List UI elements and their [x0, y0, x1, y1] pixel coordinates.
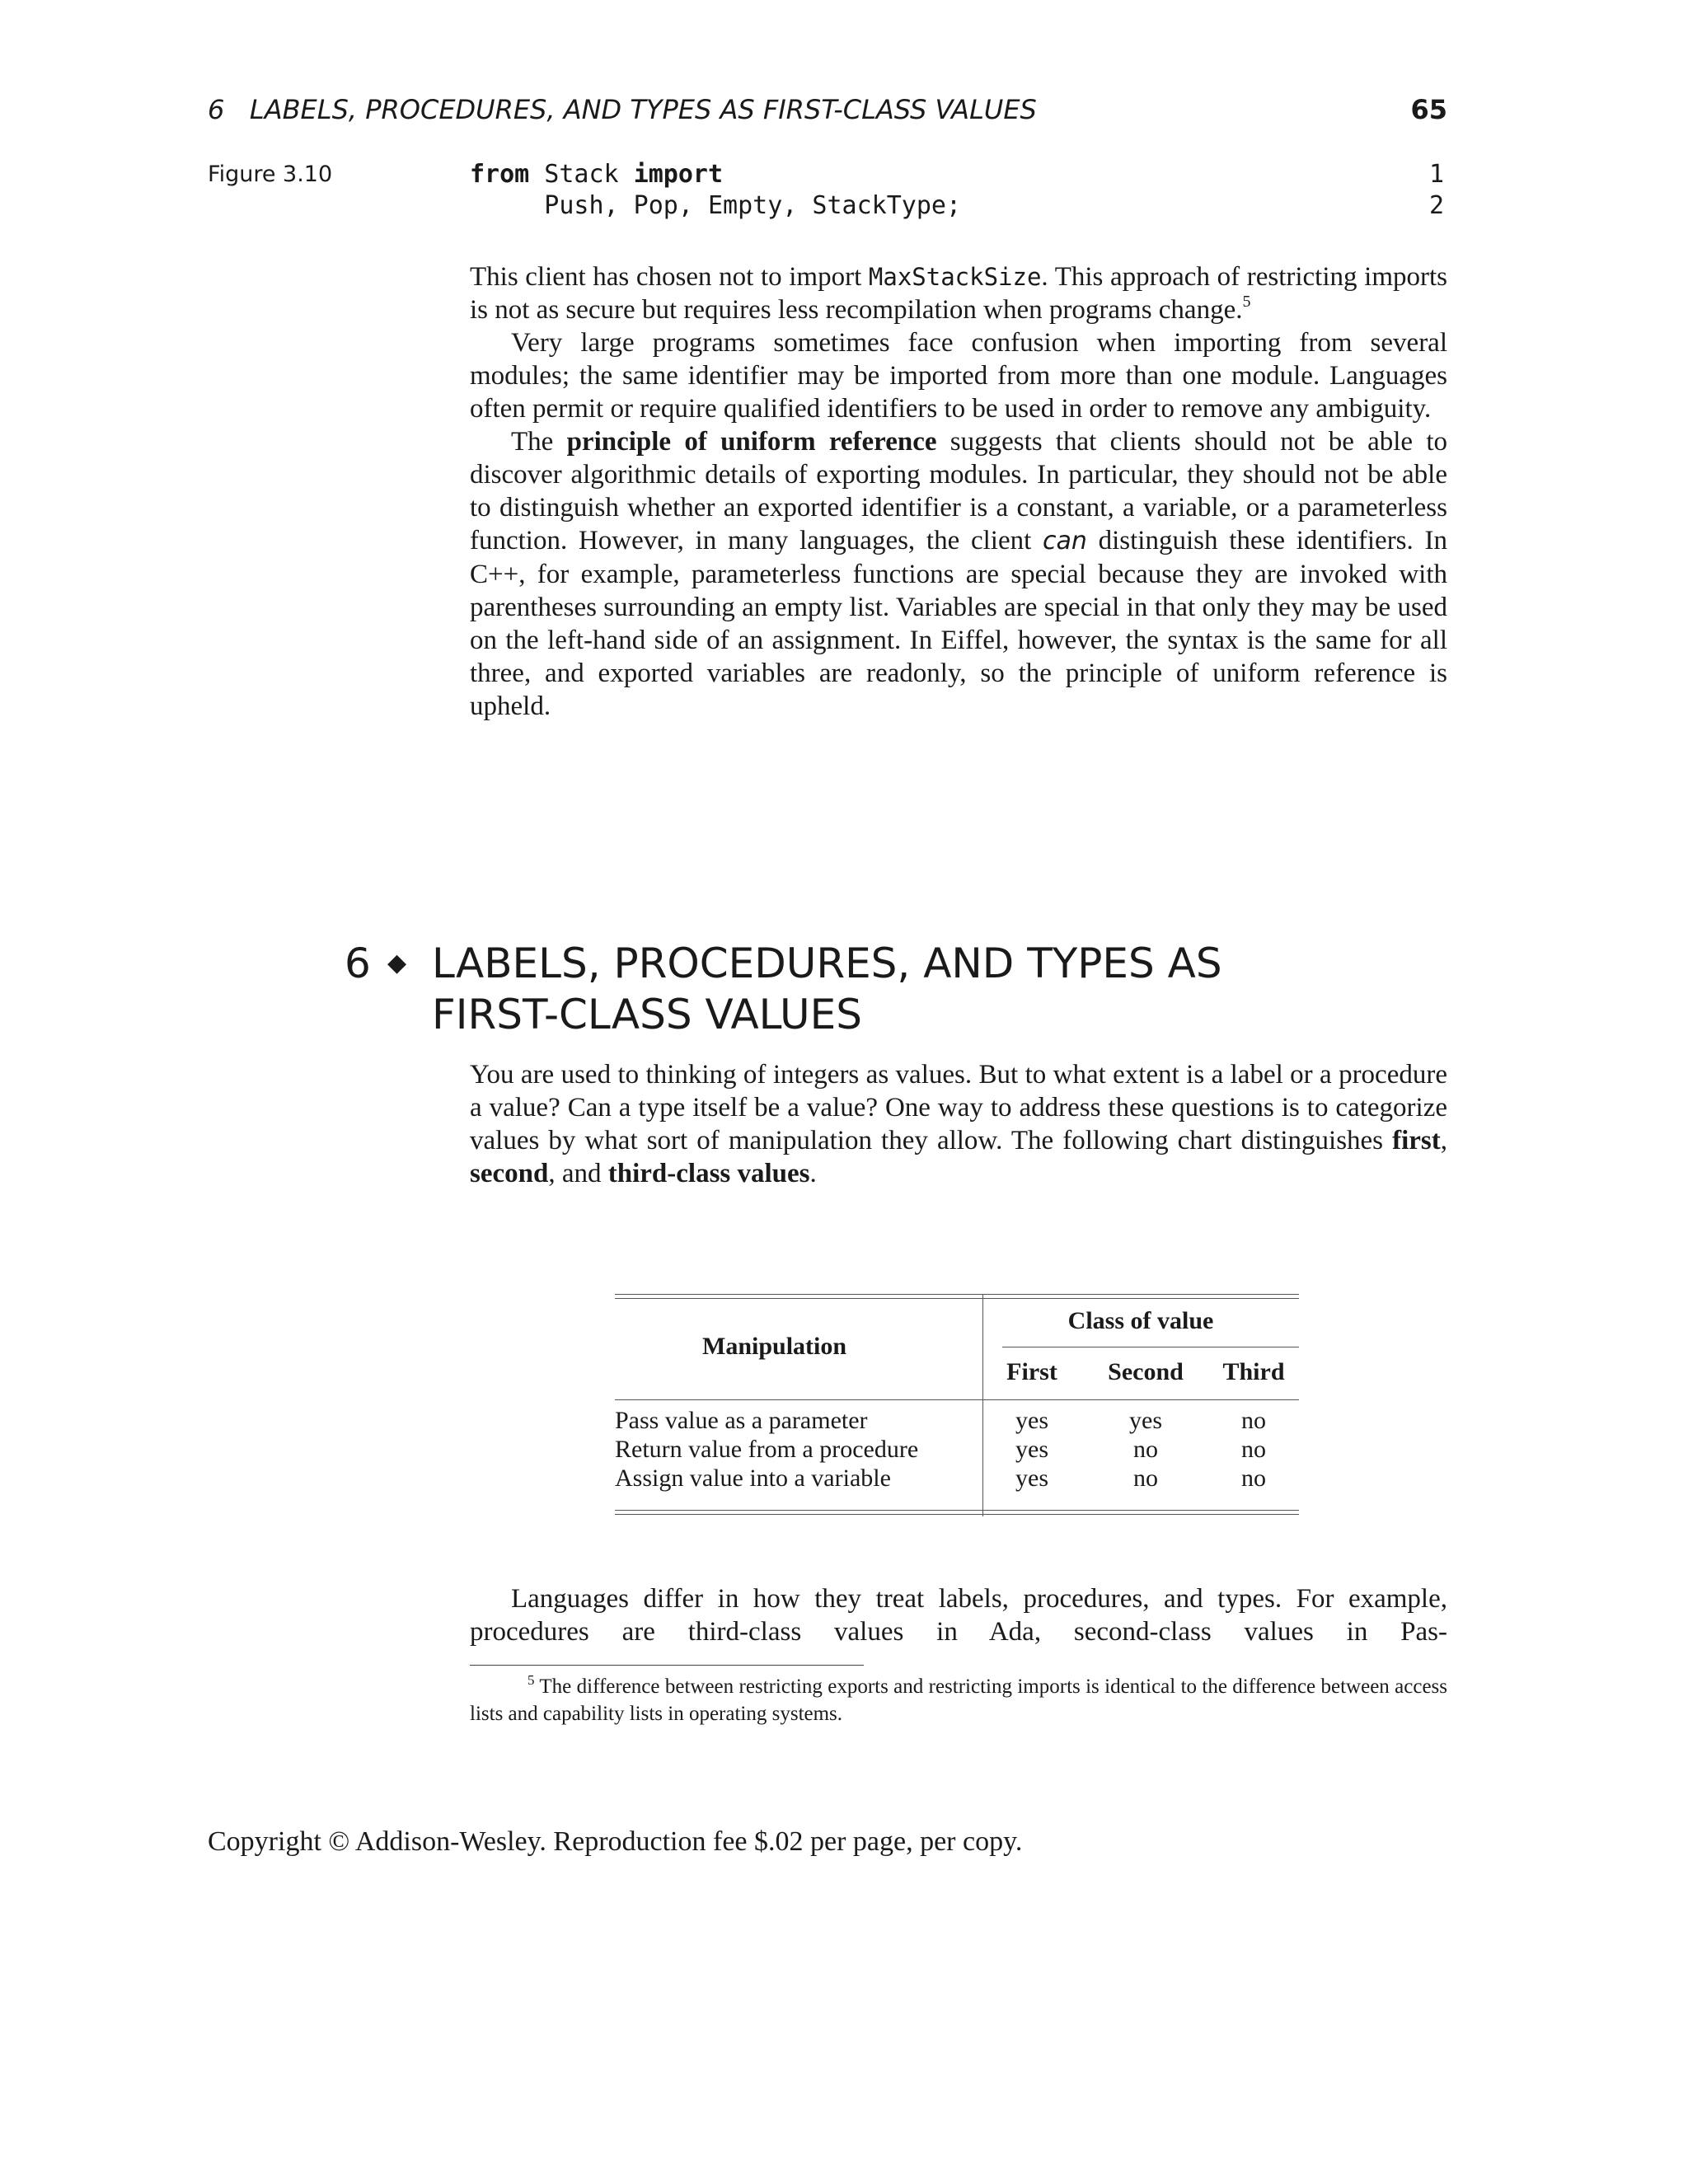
text-run: . This approach of restricting imports is not as secure but requires less recompilation when programs change.	[470, 262, 1447, 325]
table-row-label: Assign value into a variable	[615, 1465, 891, 1492]
table-cell: yes	[1015, 1407, 1048, 1434]
table-cell: no	[1133, 1436, 1158, 1463]
footnote-marker: 5	[528, 1672, 535, 1688]
body-text-lower	[470, 1582, 1447, 1648]
section-heading	[345, 938, 1449, 1040]
paragraph: Very large programs sometimes face confusion when importing from several modules; the same identifier may be imported from more than one module. Languages often permit or require qualified identifiers to be used in order to remove any ambiguity.	[470, 328, 1447, 424]
code-line-2	[470, 190, 1444, 222]
table-cell: no	[1133, 1465, 1158, 1492]
code-line-number: 1	[1428, 160, 1444, 189]
column-header-first: First	[1006, 1358, 1057, 1385]
term-bold: third-class values	[607, 1159, 810, 1188]
column-header-second: Second	[1108, 1358, 1184, 1385]
text-run: distinguish these identifiers. In C++, for example, parameterless functions are special because they are invoked with parentheses surrounding an empty list. Variables are special in that only they may be used on the left-hand side of an assignment. In Eiffel, however, the syntax is the same for all three, and exported variables are readonly, so the principle of uniform reference is upheld.	[470, 526, 1447, 721]
footnote-rule	[470, 1665, 864, 1666]
code-keyword: from	[470, 160, 530, 189]
header-rule	[615, 1399, 1299, 1400]
text-run: ,	[1440, 1126, 1447, 1155]
table-cell: yes	[1129, 1407, 1162, 1434]
table-cell: no	[1241, 1436, 1266, 1463]
table-cell: yes	[1015, 1436, 1048, 1463]
footnote-text: The difference between restricting exports and restricting imports is identical to the difference between access lists and capability lists in operating systems.	[470, 1675, 1447, 1725]
running-header	[208, 94, 1447, 135]
code-text: Stack	[529, 160, 634, 189]
class-of-value-header: Class of value	[1067, 1307, 1214, 1334]
manipulation-header: Manipulation	[702, 1333, 847, 1360]
figure-label: Figure 3.10	[208, 162, 333, 187]
paragraph	[470, 260, 1447, 326]
table-cell: yes	[1015, 1465, 1048, 1492]
term-bold: second	[470, 1159, 549, 1188]
table-row-label: Pass value as a parameter	[615, 1407, 868, 1434]
page-number: 65	[1410, 94, 1447, 125]
emphasis: can	[1042, 527, 1087, 555]
text-run: This client has chosen not to import	[470, 262, 869, 292]
class-of-value-table	[615, 1294, 1299, 1516]
section-title-line-1: LABELS, PROCEDURES, AND TYPES AS	[432, 940, 1222, 987]
body-text-upper	[470, 260, 1447, 723]
text-run: You are used to thinking of integers as values. But to what extent is a label or a procedure a value? Can a type itself be a value? One way to address these questions is to categorize values by what sort of manipulation they allow. The following chart distinguishes	[470, 1060, 1447, 1155]
text-run: The	[511, 427, 567, 457]
running-title: 6 LABELS, PROCEDURES, AND TYPES AS FIRST-CLASS VALUES	[208, 94, 1037, 125]
paragraph	[470, 1058, 1447, 1190]
diamond-bullet-icon: ◆	[387, 949, 407, 977]
body-text-section	[470, 1058, 1447, 1190]
footnote	[470, 1673, 1447, 1727]
paragraph: Languages differ in how they treat labels, procedures, and types. For example, procedures are third-class values in Ada, second-class values in Pas-	[470, 1584, 1447, 1647]
text-run: , and	[548, 1159, 608, 1188]
code-listing	[470, 159, 1444, 222]
copyright-notice: Copyright © Addison-Wesley. Reproduction fee $.02 per page, per copy.	[208, 1826, 1023, 1857]
column-header-third: Third	[1222, 1358, 1285, 1385]
term-bold: principle of uniform reference	[566, 427, 937, 457]
text-run: .	[809, 1159, 817, 1188]
term-bold: first	[1392, 1126, 1441, 1155]
code-line-1	[470, 159, 1444, 190]
code-keyword: import	[633, 160, 724, 189]
paragraph	[470, 425, 1447, 723]
section-title-line-2: FIRST-CLASS VALUES	[432, 991, 862, 1038]
table-cell: no	[1241, 1465, 1266, 1492]
code-line-number: 2	[1428, 191, 1444, 220]
table-row-label: Return value from a procedure	[615, 1436, 919, 1463]
section-number: 6	[345, 940, 371, 987]
inline-code: MaxStackSize	[868, 263, 1042, 291]
table-cell: no	[1241, 1407, 1266, 1434]
footnote-ref[interactable]: 5	[1242, 293, 1251, 311]
text-run: suggests that clients should not be able to discover algorithmic details of exporting modules. In particular, they should not be able to distinguish whether an exported identifier is a constant, a variable, or a parameterless function. However, in many languages, the client	[470, 427, 1447, 555]
code-text: Push, Pop, Empty, StackType;	[470, 191, 962, 220]
